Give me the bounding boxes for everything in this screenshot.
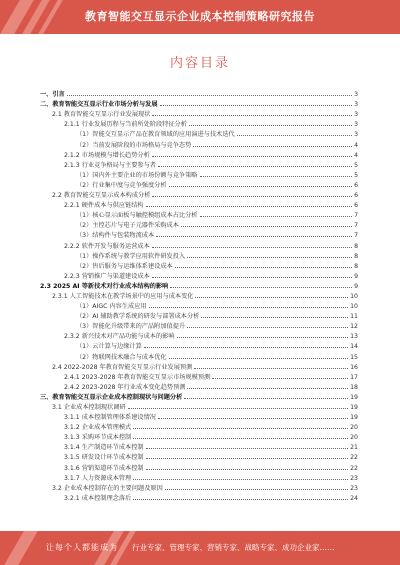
toc-entry-page: 7 [354, 232, 358, 240]
toc-entry[interactable] [40, 270, 358, 280]
toc-entry[interactable] [40, 401, 358, 411]
toc-entry-title: （1）云计算与边缘计算 [76, 343, 142, 351]
toc-leader-dots [200, 176, 353, 177]
toc-leader-dots [149, 307, 349, 308]
toc-entry-page: 23 [350, 474, 358, 482]
toc-entry-page: 20 [350, 424, 358, 432]
toc-entry-page: 10 [350, 303, 358, 311]
toc-entry[interactable] [40, 118, 358, 128]
toc-entry-title: 2.4.2 2023-2028 年行业成本变化趋势预测 [64, 383, 186, 391]
toc-leader-dots [193, 146, 352, 147]
toc-entry[interactable] [40, 229, 358, 239]
toc-leader-dots [187, 327, 348, 328]
toc-entry-page: 3 [354, 101, 358, 109]
toc-entry-page: 6 [354, 181, 358, 189]
footer-slogan: 让每个人都能成为 [46, 543, 118, 552]
toc-entry-title: 2.3 2025 AI 等新技术对行业成本结构的影响 [40, 282, 169, 290]
toc-entry-page: 14 [350, 343, 358, 351]
toc-entry-title: 3.1.2 企业成本管理模式 [64, 424, 132, 432]
toc-entry[interactable] [40, 290, 358, 300]
toc-entry[interactable] [40, 250, 358, 260]
toc-entry-page: 5 [354, 161, 358, 169]
toc-leader-dots [212, 378, 348, 379]
toc-entry-page: 6 [354, 192, 358, 200]
toc-entry[interactable] [40, 128, 358, 138]
toc-entry[interactable] [40, 159, 358, 169]
toc-entry[interactable] [40, 451, 358, 461]
toc-leader-dots [133, 499, 348, 500]
toc-entry-title: 2.2.3 营销推广与渠道建设成本 [64, 272, 150, 280]
toc-entry[interactable] [40, 461, 358, 471]
toc-entry[interactable] [40, 149, 358, 159]
toc-leader-dots [187, 257, 352, 258]
toc-entry-title: 二、教育智能交互显示行业市场分析与发展 [40, 101, 158, 109]
toc-entry[interactable] [40, 320, 358, 330]
toc-leader-dots [158, 166, 352, 167]
toc-entry-title: 2.2.2 软件开发与服务运营成本 [64, 242, 150, 250]
toc-entry-title: （1）操作系统与教学应用软件研发投入 [76, 252, 186, 260]
toc-entry-page: 3 [354, 111, 358, 119]
toc-entry-title: 3.1.3 采购环节成本控制 [64, 434, 132, 442]
toc-entry-title: （3）智能化升级带来的产品附加值提升 [76, 323, 186, 331]
toc-entry-page: 3 [354, 131, 358, 139]
toc-entry[interactable] [40, 189, 358, 199]
toc-entry[interactable] [40, 472, 358, 482]
toc-leader-dots [152, 156, 352, 157]
toc-entry[interactable] [40, 300, 358, 310]
toc-leader-dots [67, 95, 352, 96]
toc-entry-page: 4 [354, 141, 358, 149]
toc-entry-page: 16 [350, 363, 358, 371]
toc-entry-title: （2）AI 辅助教学系统的研发与部署成本分析 [76, 313, 200, 321]
toc-entry-page: 17 [350, 373, 358, 381]
report-header [0, 0, 400, 34]
toc-entry-page: 20 [350, 434, 358, 442]
toc-entry-title: 3.1 企业成本控制现状调研 [52, 404, 126, 411]
toc-entry-title: 三、教育智能交互显示企业成本控制现状与问题分析 [40, 393, 183, 401]
toc-heading: 内容目录 [169, 56, 230, 71]
toc-entry-title: 2.3.2 新兴技术对产品功能与成本的影响 [64, 333, 175, 341]
toc-entry-page: 5 [354, 171, 358, 179]
toc-leader-dots [160, 105, 353, 106]
footer-roles: 行业专家、管理专家、营销专家、战略专家、成功企业家…… [132, 543, 335, 552]
toc-entry-page: 18 [350, 383, 358, 391]
toc-entry-page: 23 [350, 484, 358, 492]
toc-entry-page: 8 [354, 252, 358, 260]
toc-leader-dots [170, 287, 352, 288]
toc-leader-dots [187, 388, 348, 389]
toc-entry-page: 6 [354, 202, 358, 210]
toc-entry-page: 10 [350, 292, 358, 300]
toc-leader-dots [152, 277, 352, 278]
toc-entry-page: 8 [354, 242, 358, 250]
toc-entry[interactable] [40, 310, 358, 320]
toc-entry-page: 4 [354, 151, 358, 159]
toc-leader-dots [152, 115, 352, 116]
toc-entry[interactable] [40, 381, 358, 391]
toc-entry[interactable] [40, 391, 358, 401]
toc-entry-title: 一、引言 [40, 91, 65, 99]
toc-entry-title: 2.4 2022-2028 年教育智能交互显示行业发展预测 [52, 363, 193, 371]
toc-entry-page: 22 [350, 454, 358, 462]
toc-leader-dots [177, 337, 349, 338]
toc-entry-title: （2）物联网技术融合与成本优化 [76, 353, 167, 361]
toc-entry-title: （2）售后服务与运维体系建设成本 [76, 262, 173, 270]
toc-leader-dots [133, 438, 348, 439]
toc-entry[interactable] [40, 98, 358, 108]
toc-leader-dots [169, 186, 353, 187]
toc-entry-page: 21 [350, 444, 358, 452]
toc-entry[interactable] [40, 280, 358, 290]
toc-entry-page: 3 [354, 121, 358, 129]
toc-entry[interactable] [40, 108, 358, 118]
toc-entry[interactable] [40, 209, 358, 219]
toc-entry-title: 2.1.3 行业竞争格局与主要参与者 [64, 161, 156, 169]
toc-leader-dots [169, 358, 349, 359]
toc-entry-page: 22 [350, 464, 358, 472]
toc-entry[interactable] [40, 219, 358, 229]
toc-entry[interactable] [40, 492, 358, 502]
toc-leader-dots [189, 125, 352, 126]
toc-entry-page: 7 [354, 222, 358, 230]
footer-stripe-decoration [4, 531, 38, 565]
toc-entry[interactable] [40, 411, 358, 421]
toc-entry-page: 3 [354, 91, 358, 99]
toc-entry-title: （1）智能交互显示产品在教育领域的应用演进与技术迭代 [76, 131, 235, 139]
toc-entry-title: 2.2.1 硬件成本与供应链结构 [64, 202, 144, 210]
toc-entry[interactable] [40, 482, 358, 492]
toc-entry[interactable] [40, 179, 358, 189]
toc-entry-title: 3.1.5 研发设计环节成本控制 [64, 454, 144, 462]
toc-entry-title: 3.1.6 营销渠道环节成本控制 [64, 464, 144, 472]
toc-leader-dots [181, 226, 352, 227]
toc-entry-page: 12 [350, 323, 358, 331]
toc-entry-page: 9 [354, 272, 358, 280]
toc-entry-title: （1）AIGC 内容生成应用 [76, 303, 147, 311]
toc-leader-dots [175, 267, 352, 268]
toc-entry-page: 19 [350, 404, 358, 411]
toc-entry[interactable] [40, 88, 358, 98]
toc-entry-page: 13 [350, 333, 358, 341]
toc-entry-title: 2.2 教育智能交互显示成本构成分析 [52, 192, 151, 200]
toc-entry-title: （2）主控芯片与电子元器件采购成本 [76, 222, 179, 230]
toc-entry-page: 24 [350, 494, 358, 502]
toc-entry-title: 2.1 教育智能交互显示行业发展现状 [52, 111, 151, 119]
toc-entry[interactable] [40, 361, 358, 371]
toc-entry-title: 2.1.1 行业发展历程与当前所处阶段特征分析 [64, 121, 187, 129]
toc-leader-dots [158, 418, 348, 419]
toc-leader-dots [146, 206, 352, 207]
toc-entry-title: 2.4.1 2023-2028 年教育智能交互显示市场规模预测 [64, 373, 211, 381]
toc-leader-dots [184, 398, 348, 399]
toc-leader-dots [133, 428, 348, 429]
toc-entry-page: 9 [354, 282, 358, 290]
toc-entry[interactable] [40, 199, 358, 209]
toc-entry-title: （2）行业集中度与竞争强度分析 [76, 181, 167, 189]
toc-leader-dots [144, 347, 348, 348]
toc-entry[interactable] [40, 350, 358, 360]
toc-entry-page: 15 [350, 353, 358, 361]
toc-entry-title: 3.1.7 人力资源成本管理 [64, 474, 132, 482]
toc-entry-title: （3）结构件与包装物流成本 [76, 232, 155, 240]
toc-entry-title: 2.1.2 市场规模与增长趋势分析 [64, 151, 150, 159]
toc-leader-dots [128, 408, 348, 409]
toc-leader-dots [201, 317, 348, 318]
toc-entry[interactable] [40, 421, 358, 431]
toc-entry[interactable] [40, 431, 358, 441]
toc-entry-title: （1）核心显示面板与触控模组成本占比分析 [76, 212, 198, 220]
toc-leader-dots [165, 489, 348, 490]
toc-entry[interactable] [40, 340, 358, 350]
toc-leader-dots [200, 216, 353, 217]
toc-entry-title: 2.3.1 人工智能技术在教学场景中的应用与成本变化 [52, 292, 194, 300]
toc-entry-title: （2）当前发展阶段的市场格局与竞争态势 [76, 141, 192, 149]
toc-leader-dots [194, 368, 348, 369]
toc-entry-page: 19 [350, 414, 358, 422]
toc-entry[interactable] [40, 138, 358, 148]
toc-leader-dots [156, 236, 352, 237]
toc-entry-title: 3.2 企业成本控制存在的主要问题及原因 [52, 484, 163, 492]
toc-entry-title: 3.2.1 成本控制理念落后 [64, 494, 132, 502]
toc-entry[interactable] [40, 169, 358, 179]
report-footer [0, 531, 400, 565]
toc-entry-page: 8 [354, 262, 358, 270]
toc-entry-page: 7 [354, 212, 358, 220]
toc-entry[interactable] [40, 441, 358, 451]
toc-leader-dots [152, 247, 352, 248]
toc-entry-title: （1）国内外主要企业的市场份额与竞争策略 [76, 171, 198, 179]
toc-leader-dots [152, 196, 352, 197]
toc-leader-dots [133, 479, 348, 480]
toc-entry-page: 19 [350, 393, 358, 401]
toc-entry[interactable] [40, 330, 358, 340]
toc-leader-dots [146, 469, 349, 470]
toc-entry-title: 3.1.4 生产制造环节成本控制 [64, 444, 144, 452]
table-of-contents [40, 88, 358, 502]
toc-entry[interactable] [40, 239, 358, 249]
toc-entry[interactable] [40, 260, 358, 270]
toc-leader-dots [146, 448, 349, 449]
toc-leader-dots [195, 297, 348, 298]
toc-leader-dots [237, 135, 352, 136]
toc-leader-dots [146, 458, 349, 459]
report-title: 教育智能交互显示企业成本控制策略研究报告 [85, 10, 315, 23]
toc-entry[interactable] [40, 371, 358, 381]
toc-entry-title: 3.1.1 成本控制管理体系建设情况 [64, 414, 156, 422]
toc-entry-page: 11 [350, 313, 358, 321]
